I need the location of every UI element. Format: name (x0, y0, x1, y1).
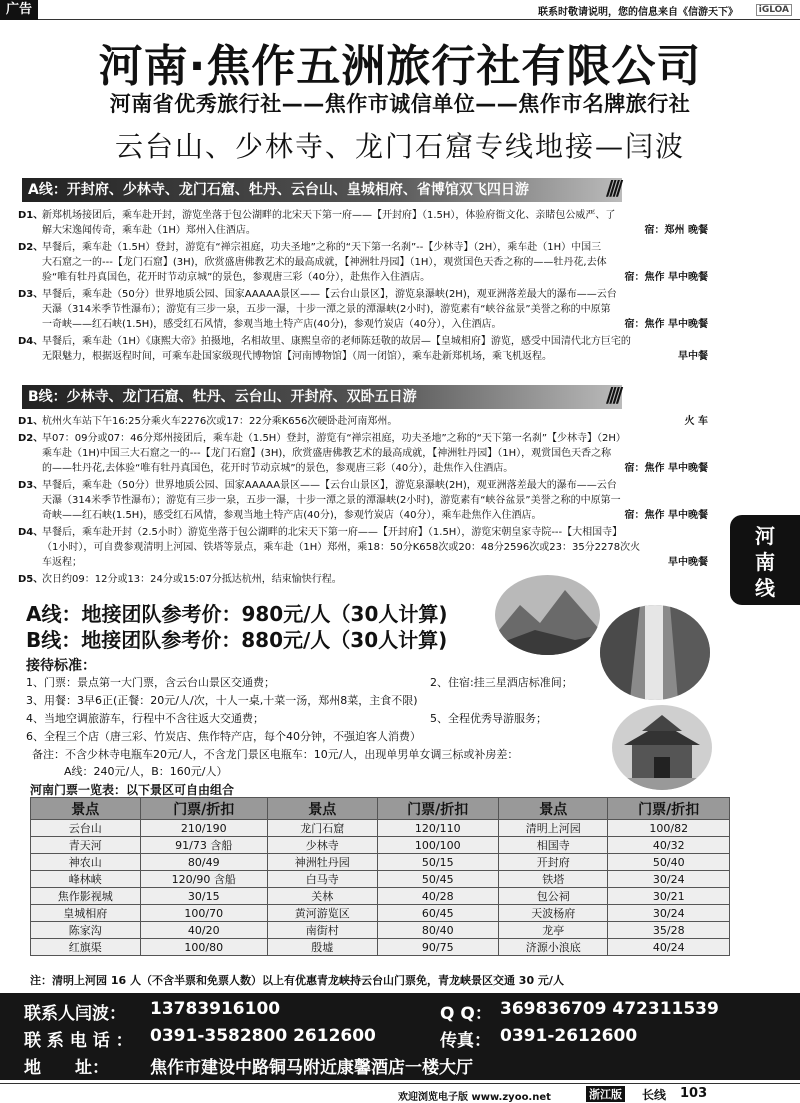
itinerary-text: 乘车赴（1H)中国三大石窟之一的---【龙门石窟】(3H)，欣赏盛唐佛教艺术的最高成就，【神洲牡丹园】（1H），观赏国色天香之称 (42, 448, 612, 459)
tel-value: 0391-3582800 2612600 (150, 1026, 376, 1046)
contact-panel (0, 993, 800, 1080)
table-header-cell: 门票/折扣 (140, 798, 268, 820)
itinerary-text: 一奇峡——红石峡(1.5H)，感受红石风情，参观当地土特产店(40分)，参观竹炭店（40分），入住酒店。 (42, 319, 502, 330)
table-cell: 开封府 (498, 854, 608, 871)
itinerary-text: 的——牡丹花,去体验“唯有牡丹真国色，花开时节动京城”的景色，参观唐三彩（40分），赴焦作入住酒店。 (42, 463, 514, 474)
table-header-cell: 景点 (498, 798, 608, 820)
itinerary-line (18, 446, 708, 461)
waterfall-photo (600, 605, 710, 700)
side-tab-char: 线 (755, 576, 775, 600)
itinerary-line (18, 334, 708, 349)
price-line-a: A线：地接团队参考价：980元/人（30人计算) (26, 602, 448, 626)
line-a-header: A线：开封府、少林寺、龙门石窟、牡丹、云台山、皇城相府、省博馆双飞四日游 (22, 178, 622, 202)
day-label: D1、 (18, 416, 44, 427)
table-cell: 40/28 (377, 888, 498, 905)
standard-4: 4、当地空调旅游车，行程中不含往返大交通费； (26, 712, 264, 725)
edition-badge: 浙江版 (586, 1086, 625, 1102)
itinerary-line (18, 431, 708, 446)
itinerary-line (18, 223, 708, 238)
table-cell: 南街村 (268, 922, 378, 939)
table-row (31, 905, 730, 922)
table-cell: 91/73 含船 (140, 837, 268, 854)
qq-value: 369836709 472311539 (500, 999, 719, 1019)
fax-label: 传真： (440, 1031, 491, 1051)
address-value: 焦作市建设中路铜马附近康馨酒店一楼大厅 (150, 1058, 473, 1078)
itinerary-line (18, 317, 708, 332)
itinerary-text: 奇峡——红石峡(1.5H)，感受红石风情，参观当地土特产店(40分)，参观竹炭店（40分），乘车赴焦作入住酒店。 (42, 510, 542, 521)
table-row (31, 922, 730, 939)
table-cell: 120/110 (377, 820, 498, 837)
table-cell: 铁塔 (498, 871, 608, 888)
itinerary-day (18, 240, 708, 285)
itinerary-day (18, 431, 708, 476)
table-cell: 40/32 (608, 837, 730, 854)
table-cell: 白马寺 (268, 871, 378, 888)
side-tab-char: 河 (755, 524, 775, 548)
table-cell: 30/24 (608, 871, 730, 888)
table-cell: 100/80 (140, 939, 268, 956)
company-honors: 河南省优秀旅行社——焦作市诚信单位——焦作市名牌旅行社 (109, 92, 691, 116)
website-note: 欢迎浏览电子版 www.zyoo.net (398, 1092, 551, 1103)
ticket-table-title: 河南门票一览表：以下景区可自由组合 (30, 783, 235, 797)
itinerary-line (18, 240, 708, 255)
stripe-decoration: //// (606, 176, 620, 200)
table-row (31, 888, 730, 905)
special-line-title: 云台山、少林寺、龙门石窟专线地接—闫波 (114, 130, 685, 163)
table-cell: 100/70 (140, 905, 268, 922)
meal-info: 宿：焦作 早中晚餐 (624, 510, 708, 521)
standard-1: 1、门票：景点第一大门票，含云台山景区交通费； (26, 676, 275, 689)
table-header-cell: 门票/折扣 (608, 798, 730, 820)
table-cell: 关林 (268, 888, 378, 905)
day-label: D1、 (18, 210, 44, 221)
meal-info: 早中晚餐 (668, 557, 708, 568)
itinerary-text: 早餐后，乘车赴（50分）世界地质公园、国家AAAAA景区——【云台山景区】，游览泉瀑峡(2H)，观亚洲落差最大的瀑布——云台 (42, 480, 617, 491)
standards-title: 接待标准： (26, 658, 96, 674)
standard-remark: 备注：不含少林寺电瓶车20元/人，不含龙门景区电瓶车：10元/人，出现单男单女调三标或补房差： (32, 748, 519, 761)
itinerary-day (18, 572, 708, 587)
table-cell: 40/20 (140, 922, 268, 939)
table-cell: 黄河游览区 (268, 905, 378, 922)
tel-label: 联 系 电 话 ： (24, 1031, 133, 1051)
itinerary-line (18, 302, 708, 317)
table-cell: 50/15 (377, 854, 498, 871)
itinerary-day (18, 414, 708, 429)
itinerary-text: 早餐后，乘车赴（50分）世界地质公园、国家AAAAA景区——【云台山景区】，游览泉瀑峡(2H)，观亚洲落差最大的瀑布——云台 (42, 289, 617, 300)
table-cell: 80/40 (377, 922, 498, 939)
table-cell: 包公祠 (498, 888, 608, 905)
table-row (31, 871, 730, 888)
itinerary-line (18, 572, 708, 587)
ticket-note: 注：清明上河园 16 人（不含半票和免票人数）以上有优惠青龙峡持云台山门票免，青龙峡景区交通 30 元/人 (30, 974, 564, 987)
table-header-cell: 门票/折扣 (377, 798, 498, 820)
table-cell: 80/49 (140, 854, 268, 871)
table-cell: 神洲牡丹园 (268, 854, 378, 871)
itinerary-day (18, 525, 708, 570)
stripe-decoration: //// (606, 383, 620, 407)
fax-value: 0391-2612600 (500, 1026, 638, 1046)
table-cell: 30/15 (140, 888, 268, 905)
table-cell: 100/100 (377, 837, 498, 854)
mountain-photo (495, 575, 600, 655)
table-cell: 30/24 (608, 905, 730, 922)
table-cell: 峰林峡 (31, 871, 141, 888)
side-tab-char: 南 (755, 550, 775, 574)
company-name: 河南·焦作五洲旅行社有限公司 (98, 41, 702, 92)
table-cell: 30/21 (608, 888, 730, 905)
meal-info: 宿：郑州 晚餐 (644, 225, 708, 236)
itinerary-day (18, 334, 708, 364)
itinerary-text: 杭州火车站下午16:25分乘火车2276次或17：22分乘K656次硬卧赴河南郑州。 (42, 416, 398, 427)
table-cell: 120/90 含船 (140, 871, 268, 888)
day-label: D2、 (18, 433, 44, 444)
itinerary-line (18, 555, 708, 570)
itinerary-text: 早餐后，乘车赴（1.5H）登封，游览有“禅宗祖庭，功夫圣地”之称的“天下第一名刹”--【少林寺】（2H），乘车赴（1H）中国三 (42, 242, 602, 253)
itinerary-line (18, 508, 708, 523)
itinerary-line (18, 540, 708, 555)
meal-info: 宿：焦作 早中晚餐 (624, 272, 708, 283)
itinerary-line (18, 414, 708, 429)
table-cell: 龙亭 (498, 922, 608, 939)
table-row (31, 837, 730, 854)
itinerary-text: 无限魅力，根据返程时间，可乘车赴国家级现代博物馆【河南博物馆】（周一闭馆），乘车赴新郑机场，乘飞机返程。 (42, 351, 552, 362)
itinerary-text: 次日约09：12分或13：24分或15:07分抵达杭州，结束愉快行程。 (42, 574, 342, 585)
itinerary-text: 天瀑（314米季节性瀑布）；游览有三步一泉，五步一瀑，十步一潭之景的潭瀑峡(2小时)，游览素有“峡谷盆景”美誉之称的中原第一 (42, 495, 621, 506)
qq-label: Q Q： (440, 1004, 492, 1024)
ad-tag: 广告 (0, 0, 38, 20)
table-row (31, 854, 730, 871)
itinerary-text: 解大宋逸闻传奇，乘车赴（1H）郑州入住酒店。 (42, 225, 256, 236)
itinerary-text: 验“唯有牡丹真国色，花开时节动京城”的景色，参观唐三彩（40分），赴焦作入住酒店。 (42, 272, 431, 283)
meal-info: 火 车 (684, 416, 708, 427)
meal-info: 早中餐 (678, 351, 708, 362)
itinerary-line (18, 349, 708, 364)
table-cell: 50/45 (377, 871, 498, 888)
table-cell: 210/190 (140, 820, 268, 837)
publication-logo: iGLOA (756, 4, 792, 16)
table-cell: 青天河 (31, 837, 141, 854)
standard-3: 3、用餐：3早6正(正餐：20元/人/次，十人一桌,十菜一汤，郑州8菜，主食不限) (26, 694, 418, 707)
table-cell: 少林寺 (268, 837, 378, 854)
table-cell: 40/24 (608, 939, 730, 956)
itinerary-line (18, 478, 708, 493)
itinerary-day (18, 208, 708, 238)
table-cell: 陈家沟 (31, 922, 141, 939)
itinerary-text: 大石窟之一的---【龙门石窟】(3H)，欣赏盛唐佛教艺术的最高成就，【神洲牡丹园】（1H），观赏国色天香之称的——牡丹花,去体 (42, 257, 607, 268)
table-header-cell: 景点 (268, 798, 378, 820)
ticket-table (30, 797, 730, 956)
contact-person-label: 联系人闫波： (24, 1004, 126, 1024)
table-cell: 殷墟 (268, 939, 378, 956)
table-row (31, 939, 730, 956)
table-cell: 皇城相府 (31, 905, 141, 922)
day-label: D4、 (18, 527, 44, 538)
itinerary-line (18, 270, 708, 285)
itinerary-text: 天瀑（314米季节性瀑布）；游览有三步一泉，五步一瀑，十步一潭之景的潭瀑峡(2小时)，游览素有“峡谷盆景”美誉之称的中原第 (42, 304, 611, 315)
meal-info: 宿：焦作 早中晚餐 (624, 319, 708, 330)
table-cell: 红旗渠 (31, 939, 141, 956)
standard-2: 2、住宿:挂三星酒店标准间； (430, 676, 573, 689)
table-cell: 90/75 (377, 939, 498, 956)
itinerary-line (18, 493, 708, 508)
temple-photo (612, 705, 712, 790)
table-cell: 天波杨府 (498, 905, 608, 922)
table-cell: 云台山 (31, 820, 141, 837)
price-line-b: B线：地接团队参考价：880元/人（30人计算) (26, 628, 448, 652)
itinerary-text: 早07：09分或07：46分郑州接团后，乘车赴（1.5H）登封，游览有“禅宗祖庭，功夫圣地”之称的“天下第一名刹”【少林寺】（2H） (42, 433, 626, 444)
table-cell: 龙门石窟 (268, 820, 378, 837)
table-cell: 35/28 (608, 922, 730, 939)
itinerary-line (18, 525, 708, 540)
contact-person-phone: 13783916100 (150, 999, 281, 1019)
table-row (31, 820, 730, 837)
top-bar (0, 0, 800, 20)
table-cell: 神农山 (31, 854, 141, 871)
day-label: D3、 (18, 289, 44, 300)
day-label: D4、 (18, 336, 44, 347)
day-label: D3、 (18, 480, 44, 491)
table-cell: 100/82 (608, 820, 730, 837)
itinerary-line (18, 461, 708, 476)
itinerary-line (18, 287, 708, 302)
section-name: 长线 (642, 1088, 667, 1102)
table-cell: 济源小浪底 (498, 939, 608, 956)
itinerary-text: （1小时），可自费参观清明上河园、铁塔等景点，乘车赴（1H）郑州，乘18：50分K658次或20：48分2596次或23：35分2278次火 (42, 542, 641, 553)
table-cell: 60/45 (377, 905, 498, 922)
top-note: 联系时敬请说明，您的信息来自《信游天下》 (538, 7, 738, 18)
table-cell: 50/40 (608, 854, 730, 871)
itinerary-day (18, 478, 708, 523)
day-label: D2、 (18, 242, 44, 253)
itinerary-line (18, 255, 708, 270)
itinerary-text: 早餐后，乘车赴（1H）《康熙大帝》拍摄地，名相故里、康熙皇帝的老师陈廷敬的故居—【皇城相府】游览，感受中国清代北方巨宅的 (42, 336, 631, 347)
ticket-table-header (31, 798, 730, 820)
bottom-bar (0, 1083, 800, 1103)
standard-6: 6、全程三个店（唐三彩、竹炭店、焦作特产店，每个40分钟，不强迫客人消费） (26, 730, 421, 743)
page-number: 103 (680, 1086, 708, 1101)
itinerary-text: 车返程； (42, 557, 82, 568)
table-header-cell: 景点 (31, 798, 141, 820)
table-cell: 焦作影视城 (31, 888, 141, 905)
itinerary-line (18, 208, 708, 223)
table-cell: 相国寺 (498, 837, 608, 854)
henan-line-tab (730, 515, 800, 605)
itinerary-text: 早餐后，乘车赴开封（2.5小时）游览坐落于包公湖畔的北宋天下第一府——【开封府】（1.5H），游览宋朝皇家寺院---【大相国寺】 (42, 527, 623, 538)
meal-info: 宿：焦作 早中晚餐 (624, 463, 708, 474)
standard-5: 5、全程优秀导游服务； (430, 712, 547, 725)
standard-remark-price: A线：240元/人，B：160元/人） (64, 765, 228, 778)
day-label: D5、 (18, 574, 44, 585)
table-cell: 清明上河园 (498, 820, 608, 837)
address-label: 地 址： (24, 1058, 109, 1078)
line-b-header: B线：少林寺、龙门石窟、牡丹、云台山、开封府、双卧五日游 (22, 385, 622, 409)
itinerary-text: 新郑机场接团后，乘车赴开封，游览坐落于包公湖畔的北宋天下第一府——【开封府】（1.5H），体验府衙文化、亲睹包公威严、了 (42, 210, 616, 221)
itinerary-day (18, 287, 708, 332)
